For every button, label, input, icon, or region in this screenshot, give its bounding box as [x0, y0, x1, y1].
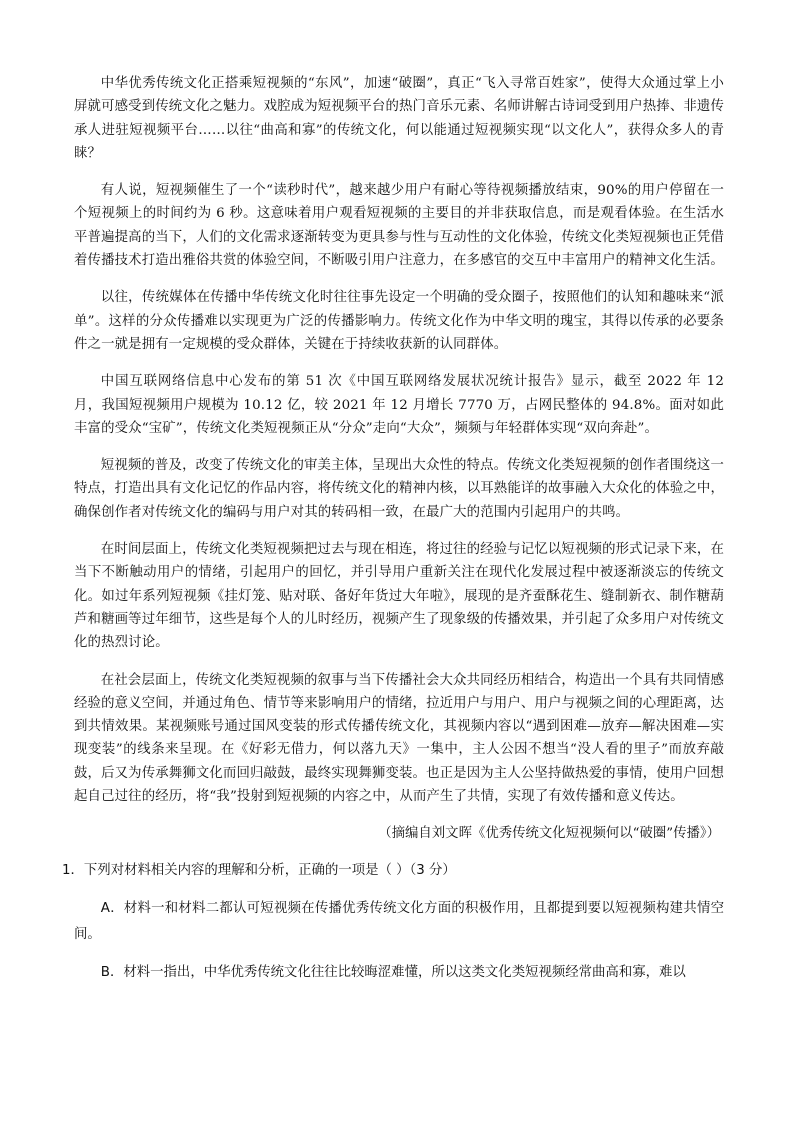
question-stem: 1．下列对材料相关内容的理解和分析，正确的一项是（ ）（3 分）: [62, 863, 456, 879]
option-a: A．材料一和材料二都认可短视频在传播优秀传统文化方面的积极作用，且都提到要以短视频构建共情空间。: [74, 901, 724, 943]
paragraph-5: 短视频的普及，改变了传统文化的审美主体，呈现出大众性的特点。传统文化类短视频的创作者围绕这一特点，打造出具有文化记忆的作品内容，将传统文化的精神内核，以耳熟能详的故事融入大众化的体验之中，确保创作者对传统文化的编码与用户对其的转码相一致，在最广大的范围内引起用户的共鸣。: [74, 458, 724, 520]
paragraph-6: 在时间层面上，传统文化类短视频把过去与现在相连，将过往的经验与记忆以短视频的形式记录下来，在当下不断触动用户的情绪，引起用户的回忆，并引导用户重新关注在现代化发展过程中被逐渐淡忘的传统文化。如过年系列短视频《挂灯笼、贴对联、备好年货过大年啦》，展现的是齐蚕酥花生、缝制新衣、制作糖葫芦和糖画等过年细节，这些是每个人的儿时经历，视频产生了现象级的传播效果，并引起了众多用户对传统文化的热烈讨论。: [74, 542, 724, 651]
paragraph-4: 中国互联网络信息中心发布的第 51 次《中国互联网络发展状况统计报告》显示，截至 2022 年 12 月，我国短视频用户规模为 10.12 亿，较 2021 年 12 月增长 7770 万，占网民整体的 94.8%。面对如此丰富的受众“宝矿”，传统文化类短视频正从“分众”走向“大众”，频频与年轻群体实现“双向奔赴”。: [74, 374, 724, 436]
document-page: [62, 72, 724, 998]
source-citation: （摘编自刘文晖《优秀传统文化短视频何以“破圈”传播》）: [378, 826, 720, 842]
paragraph-2: 有人说，短视频催生了一个“读秒时代”，越来越少用户有耐心等待视频播放结束，90%的用户停留在一个短视频上的时间约为 6 秒。这意味着用户观看短视频的主要目的并非获取信息，而是观看体验。在生活水平普遍提高的当下，人们的文化需求逐渐转变为更具参与性与互动性的文化体验，传统文化类短视频也正凭借着传播技术打造出雅俗共赏的体验空间，不断吸引用户注意力，在多感官的交互中丰富用户的精神文化生活。: [74, 183, 724, 269]
paragraph-3: 以往，传统媒体在传播中华传统文化时往往事先设定一个明确的受众圈子，按照他们的认知和趣味来“派单”。这样的分众传播难以实现更为广泛的传播影响力。传统文化作为中华文明的瑰宝，其得以传承的必要条件之一就是拥有一定规模的受众群体，关键在于持续收获新的认同群体。: [74, 290, 724, 352]
paragraph-1: 中华优秀传统文化正搭乘短视频的“东风”，加速“破圈”，真正“飞入寻常百姓家”，使得大众通过掌上小屏就可感受到传统文化之魅力。戏腔成为短视频平台的热门音乐元素、名师讲解古诗词受到用户热捧、非遗传承人进驻短视频平台……以往“曲高和寡”的传统文化，何以能通过短视频实现“以文化人”，获得众多人的青睐？: [74, 76, 724, 161]
option-b: B．材料一指出，中华优秀传统文化往往比较晦涩难懂，所以这类文化类短视频经常曲高和寡，难以: [100, 965, 686, 981]
paragraph-7: 在社会层面上，传统文化类短视频的叙事与当下传播社会大众共同经历相结合，构造出一个具有共同情感经验的意义空间，并通过角色、情节等来影响用户的情绪，拉近用户与用户、用户与视频之间的心理距离，达到共情效果。某视频账号通过国风变装的形式传播传统文化，其视频内容以“遇到困难—放弃—解决困难—实现变装”的线条来呈现。在《好彩无借力，何以落九天》一集中，主人公因不想当“没人看的里子”而放弃敲鼓，后又为传承舞狮文化而回归敲鼓，最终实现舞狮变装。也正是因为主人公坚持做热爱的事情，使用户回想起自己过往的经历，将“我”投射到短视频的内容之中，从而产生了共情，实现了有效传播和意义传达。: [74, 672, 724, 805]
